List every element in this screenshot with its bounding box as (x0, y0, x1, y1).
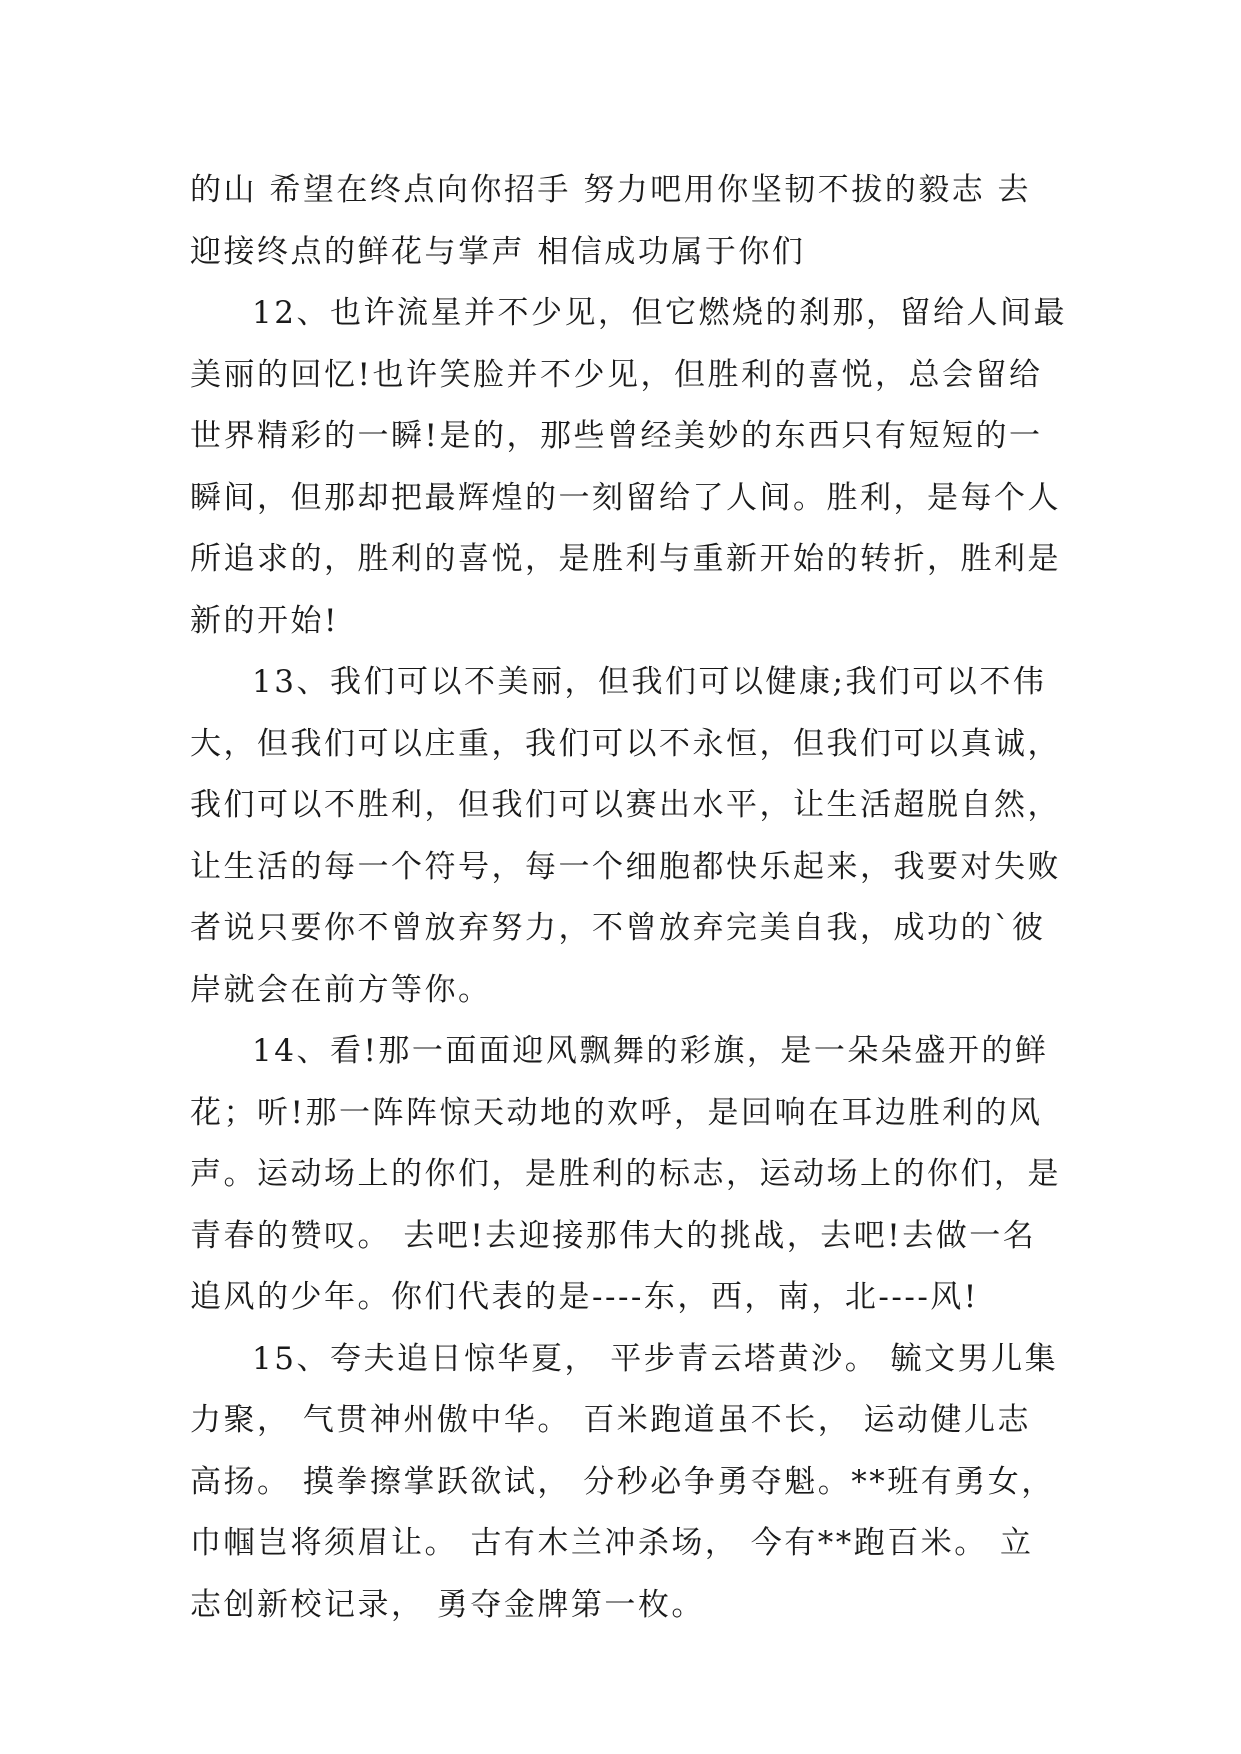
text-line: 让生活的每一个符号，每一个细胞都快乐起来，我要对失败 (190, 848, 1061, 885)
text-line: 青春的赞叹。 去吧!去迎接那伟大的挑战，去吧!去做一名 (190, 1217, 1037, 1254)
text-line: 大，但我们可以庄重，我们可以不永恒，但我们可以真诚， (190, 725, 1061, 762)
text-line: 新的开始! (190, 602, 339, 639)
text-line: 追风的少年。你们代表的是----东，西，南，北----风! (190, 1279, 979, 1315)
text-line: 美丽的回忆!也许笑脸并不少见，但胜利的喜悦，总会留给 (190, 356, 1043, 393)
text-line: 巾帼岂将须眉让。 古有木兰冲杀场， 今有**跑百米。 立 (190, 1525, 1034, 1561)
text-line: 15、夸夫追日惊华夏， 平步青云塔黄沙。 毓文男儿集 (252, 1340, 1059, 1377)
text-line: 的山 希望在终点向你招手 努力吧用你坚韧不拔的毅志 去 (190, 172, 1032, 208)
text-line: 世界精彩的一瞬!是的，那些曾经美妙的东西只有短短的一 (190, 418, 1043, 454)
text-line: 高扬。 摸拳擦掌跃欲试， 分秒必争勇夺魁。**班有勇女， (190, 1463, 1055, 1500)
text-line: 声。运动场上的你们，是胜利的标志，运动场上的你们，是 (190, 1156, 1061, 1192)
text-line: 者说只要你不曾放弃努力，不曾放弃完美自我，成功的`彼 (190, 910, 1046, 946)
text-line: 14、看!那一面面迎风飘舞的彩旗，是一朵朵盛开的鲜 (252, 1033, 1049, 1069)
text-line: 12、也许流星并不少见，但它燃烧的刹那，留给人间最 (252, 295, 1067, 331)
text-line: 力聚， 气贯神州傲中华。 百米跑道虽不长， 运动健儿志 (190, 1402, 1032, 1438)
text-line: 13、我们可以不美丽，但我们可以健康;我们可以不伟 (252, 664, 1047, 700)
text-line: 我们可以不胜利，但我们可以赛出水平，让生活超脱自然， (190, 787, 1061, 823)
text-line: 瞬间，但那却把最辉煌的一刻留给了人间。胜利，是每个人 (190, 479, 1061, 516)
document-body (190, 160, 1070, 1636)
text-line: 岸就会在前方等你。 (190, 971, 492, 1008)
paragraph-15 (190, 1329, 1070, 1637)
paragraph-14 (190, 1021, 1070, 1329)
text-line: 花；听!那一阵阵惊天动地的欢呼，是回响在耳边胜利的风 (190, 1094, 1043, 1131)
paragraph-12 (190, 283, 1070, 652)
text-line: 所追求的，胜利的喜悦，是胜利与重新开始的转折，胜利是 (190, 541, 1061, 577)
paragraph-13 (190, 652, 1070, 1021)
text-line: 迎接终点的鲜花与掌声 相信成功属于你们 (190, 233, 806, 270)
paragraph-continuation (190, 160, 1070, 283)
text-line: 志创新校记录， 勇夺金牌第一枚。 (190, 1586, 705, 1623)
